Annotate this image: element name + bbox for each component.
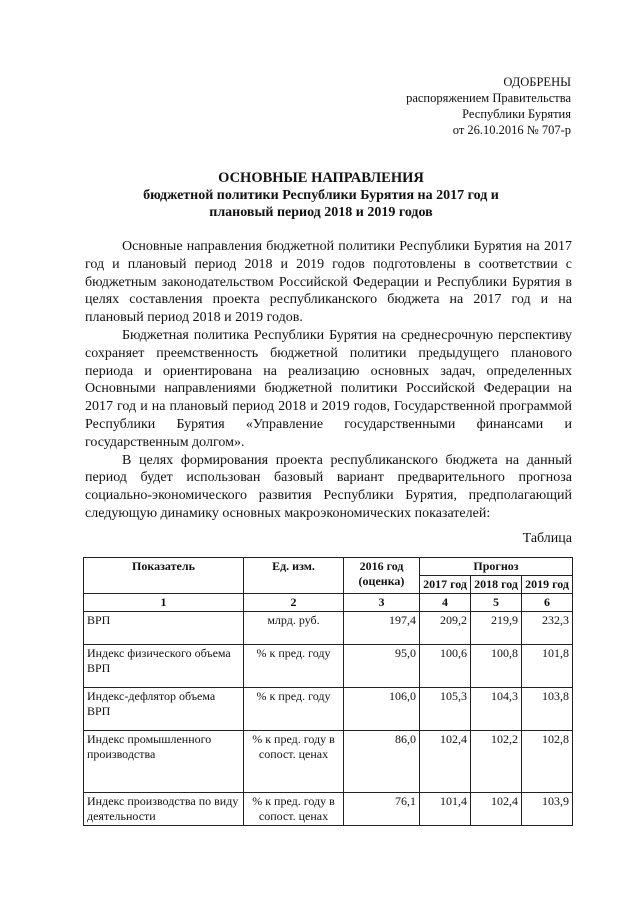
column-number: 2 xyxy=(244,594,344,612)
header-base-year: 2016 год (оценка) xyxy=(344,558,420,594)
table-caption: Таблица xyxy=(522,531,572,546)
value-2019: 103,8 xyxy=(522,688,573,731)
value-2018: 104,3 xyxy=(471,688,522,731)
column-number: 4 xyxy=(420,594,471,612)
table-row xyxy=(84,793,573,826)
value-2017: 100,6 xyxy=(420,645,471,688)
value-2017: 101,4 xyxy=(420,793,471,826)
indicator-name: Индекс-дефлятор объема ВРП xyxy=(84,688,244,731)
indicator-unit: % к пред. году xyxy=(244,688,344,731)
value-2016: 86,0 xyxy=(344,731,420,793)
paragraph: В целях формирования проекта республиканского бюджета на данный период будет использован базовый вариант предварительного прогноза социально-экономического развития Республики Бурятия, предполагающий следующую динамику основных макроэкономических показателей: xyxy=(85,452,572,521)
title-subtitle: плановый период 2018 и 2019 годов xyxy=(209,205,433,220)
header-indicator: Показатель xyxy=(84,558,244,594)
document-title xyxy=(70,170,572,221)
value-2019: 102,8 xyxy=(522,731,573,793)
value-2017: 105,3 xyxy=(420,688,471,731)
paragraph: Бюджетная политика Республики Бурятия на среднесрочную перспективу сохраняет преемственность бюджетной политики предыдущего планового периода и ориентирована на реализацию основных задач, определенных Основными направлениями бюджетной политики Российской Федерации на 2017 год и на плановый период 2018 и 2019 годов, Государственной программой Республики Бурятия «Управление государственными финансами и государственным долгом». xyxy=(85,327,572,450)
indicator-name: ВРП xyxy=(84,612,244,645)
table-row xyxy=(84,731,573,793)
approval-line: ОДОБРЕНЫ xyxy=(503,75,571,89)
table-row xyxy=(84,688,573,731)
approval-stamp xyxy=(406,74,571,138)
indicator-unit: % к пред. году в сопост. ценах xyxy=(244,731,344,793)
header-unit: Ед. изм. xyxy=(244,558,344,594)
value-2018: 219,9 xyxy=(471,612,522,645)
value-2018: 100,8 xyxy=(471,645,522,688)
document-body xyxy=(85,238,572,523)
header-year-2019: 2019 год xyxy=(522,576,573,594)
header-year-2017: 2017 год xyxy=(420,576,471,594)
value-2017: 102,4 xyxy=(420,731,471,793)
table-row xyxy=(84,612,573,645)
approval-date-number: от 26.10.2016 № 707-р xyxy=(452,123,571,137)
indicator-name: Индекс промышленного производства xyxy=(84,731,244,793)
header-forecast: Прогноз xyxy=(420,558,573,576)
column-number: 1 xyxy=(84,594,244,612)
approval-line: распоряжением Правительства xyxy=(406,91,571,105)
column-number: 5 xyxy=(471,594,522,612)
approval-line: Республики Бурятия xyxy=(462,107,571,121)
table-row xyxy=(84,645,573,688)
title-main: ОСНОВНЫЕ НАПРАВЛЕНИЯ xyxy=(218,170,424,186)
value-2017: 209,2 xyxy=(420,612,471,645)
indicator-unit: % к пред. году xyxy=(244,645,344,688)
header-year-2018: 2018 год xyxy=(471,576,522,594)
value-2018: 102,2 xyxy=(471,731,522,793)
column-number-row xyxy=(84,594,573,612)
indicator-unit: млрд. руб. xyxy=(244,612,344,645)
indicator-unit: % к пред. году в сопост. ценах xyxy=(244,793,344,826)
value-2019: 101,8 xyxy=(522,645,573,688)
value-2016: 95,0 xyxy=(344,645,420,688)
value-2016: 106,0 xyxy=(344,688,420,731)
value-2016: 76,1 xyxy=(344,793,420,826)
column-number: 3 xyxy=(344,594,420,612)
paragraph: Основные направления бюджетной политики Республики Бурятия на 2017 год и плановый период 2018 и 2019 годов подготовлены в соответствии с бюджетным законодательством Российской Федерации и Республики Бурятия в целях составления проекта республиканского бюджета на 2017 год и на плановый период 2018 и 2019 годов. xyxy=(85,239,572,326)
value-2019: 103,9 xyxy=(522,793,573,826)
value-2018: 102,4 xyxy=(471,793,522,826)
macroeconomic-table xyxy=(83,557,573,826)
value-2019: 232,3 xyxy=(522,612,573,645)
indicator-name: Индекс производства по виду деятельности xyxy=(84,793,244,826)
column-number: 6 xyxy=(522,594,573,612)
value-2016: 197,4 xyxy=(344,612,420,645)
indicator-name: Индекс физического объема ВРП xyxy=(84,645,244,688)
title-subtitle: бюджетной политики Республики Бурятия на 2017 год и xyxy=(143,188,499,203)
